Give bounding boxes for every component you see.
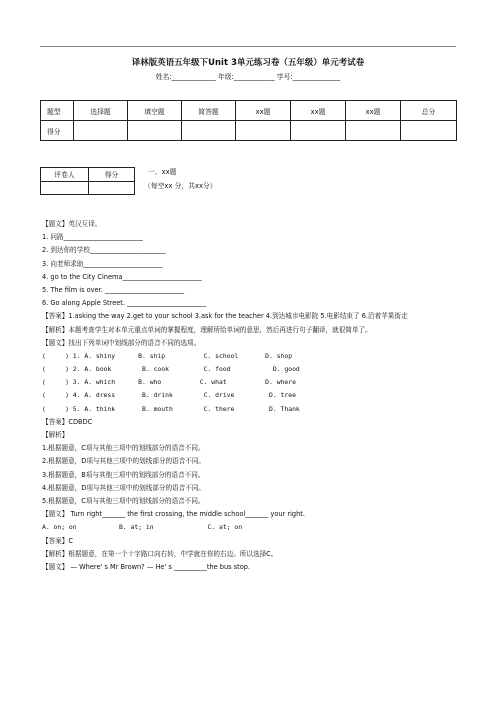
question-stem: 【题文】英汉互译。 [42, 220, 102, 228]
student-info-line: 姓名:_____________ 年级:____________ 学号:______________ [155, 73, 341, 81]
score-header-cell: 题型 [41, 101, 74, 121]
score-cell[interactable] [128, 121, 182, 141]
score-row-label: 得分 [41, 121, 74, 141]
answer-text: 【答案】C [42, 536, 73, 545]
answer-text: 【答案】1.asking the way 2.get to your school 3.ask for the teacher 4.到达城市电影院 5.电影结束了 6.沿着苹果街走 [42, 312, 408, 321]
choice-item: A. on; on B. at; in C. at; on [42, 523, 243, 532]
analysis-item: 5.根据题意，C项与其他三项中的划线部分的语音不同。 [42, 496, 205, 505]
header-rule [40, 46, 456, 47]
score-table-header-row [41, 101, 457, 121]
translation-item: 2. 到达你的学校_______________________ [42, 246, 166, 255]
choice-item: ( ) 5. A. think B. mouth C. there D. Thank [42, 404, 300, 413]
score-header-cell: 简答题 [182, 101, 236, 121]
translation-item: 6. Go along Apple Street. ________________________ [42, 299, 207, 308]
score-cell[interactable] [291, 121, 346, 141]
translation-item: 4. go to the City Cinema________________________ [42, 272, 202, 281]
score-cell[interactable] [236, 121, 291, 141]
score-cell[interactable] [401, 121, 457, 141]
score-header-cell: 填空题 [128, 101, 182, 121]
score-header-cell: 选择题 [74, 101, 128, 121]
analysis-item: 1.根据题意，C项与其他三项中的划线部分的语音不同。 [42, 444, 205, 453]
choice-item: ( ) 3. A. which B. who C. what D. where [42, 378, 296, 387]
translation-item: 3. 向老师求助________________________ [42, 259, 163, 268]
score-header-cell: 总分 [401, 101, 457, 121]
question-stem: 【题文】找出下列单词中划线部分的语音不同的选项。 [42, 338, 201, 347]
question-stem: 【题文】 — Where' s Mr Brown? — He' s __________the bus stop. [42, 562, 251, 571]
choice-item: ( ) 1. A. shiny B. ship C. school D. shop [42, 351, 293, 360]
analysis-text: 【解析】本题考查学生对本单元重点单词的掌握程度，理解所给单词的意思，然后再进行句子翻译，就很简单了。 [42, 325, 372, 334]
analysis-label: 【解析】 [42, 431, 69, 440]
grader-table [40, 167, 135, 195]
section-score-note: （每空xx 分，共xx分） [144, 182, 217, 190]
grader-label: 评卷人 [41, 168, 89, 182]
analysis-item: 2.根据题意，D项与其他三项中的划线部分的语音不同。 [42, 457, 206, 466]
grader-score-label: 得分 [89, 168, 135, 182]
score-cell[interactable] [182, 121, 236, 141]
choice-item: ( ) 2. A. book B. cook C. food D. good [42, 365, 300, 374]
choice-item: ( ) 4. A. dress B. drink C. drive D. tree [42, 391, 296, 400]
analysis-item: 4.根据题意，D项与其他三项中的划线部分的语音不同。 [42, 483, 206, 492]
analysis-item: 3.根据题意，B项与其他三项中的划线部分的语音不同。 [42, 470, 205, 479]
score-header-cell: xx题 [236, 101, 291, 121]
score-cell[interactable] [346, 121, 401, 141]
translation-item: 5. The film is over. ________________________ [42, 285, 185, 294]
translation-item: 1. 问路________________________ [42, 233, 143, 242]
page-title: 译林版英语五年级下Unit 3单元练习卷（五年级）单元考试卷 [131, 57, 365, 67]
score-header-cell: xx题 [291, 101, 346, 121]
score-cell[interactable] [74, 121, 128, 141]
section-heading: 一、xx题 [148, 168, 177, 176]
grader-name-cell[interactable] [41, 181, 89, 195]
question-stem: 【题文】 Turn right_______ the first crossing, the middle school_______ your right. [42, 510, 305, 519]
question-body [42, 218, 462, 574]
answer-text: 【答案】CDBDC [42, 417, 93, 426]
score-table [40, 100, 457, 141]
score-table-score-row [41, 121, 457, 141]
analysis-text: 【解析】根据题意，在第一个十字路口向右转，中学就在你的右边。所以选择C。 [42, 549, 278, 558]
grader-score-cell[interactable] [89, 181, 135, 195]
score-header-cell: xx题 [346, 101, 401, 121]
